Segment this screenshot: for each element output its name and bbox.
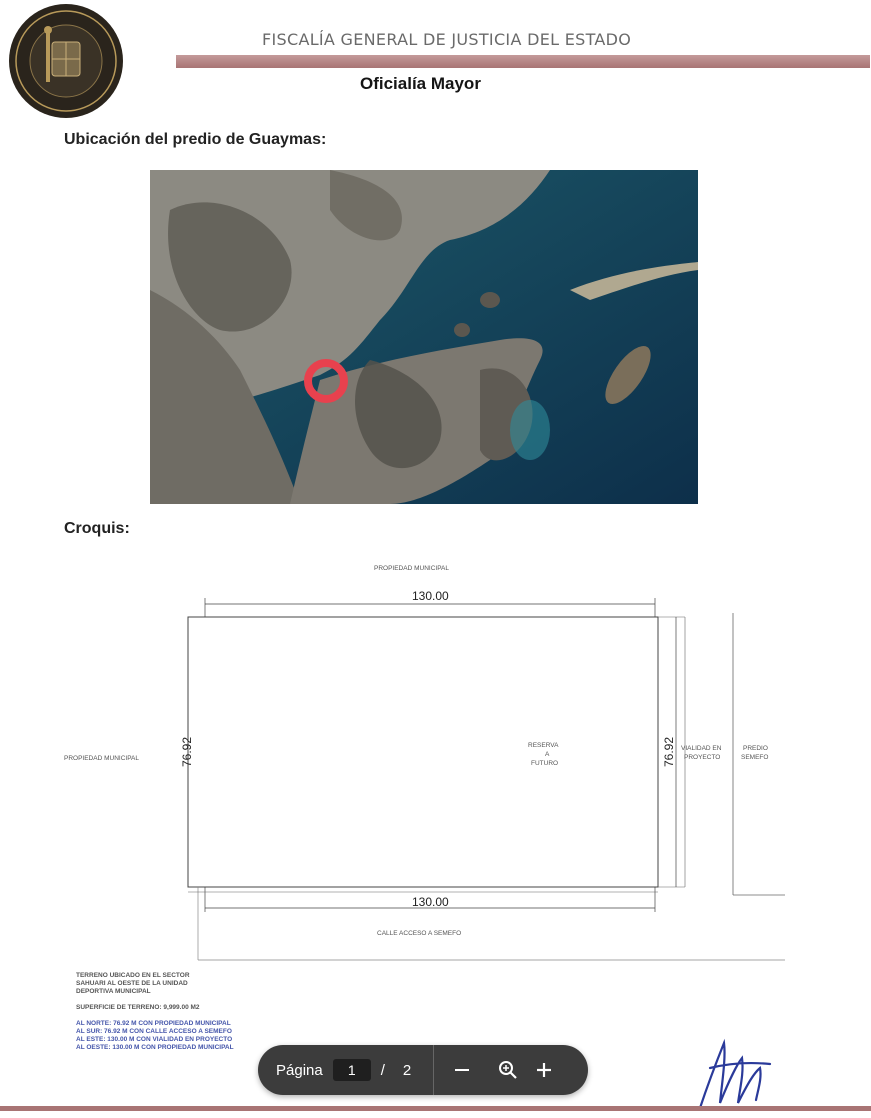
lot-notes [76,972,276,1052]
zoom-out-button[interactable] [444,1052,480,1088]
pdf-viewer-toolbar [258,1045,588,1095]
institution-title: FISCALÍA GENERAL DE JUSTICIA DEL ESTADO [262,30,632,49]
bottom-neighbor-label: CALLE ACCESO A SEMEFO [377,930,462,937]
right-dimension-label: 76.92 [662,736,676,767]
lot-description: TERRENO UBICADO EN EL SECTOR SAHUARI AL OESTE DE LA UNIDAD DEPORTIVA MUNICIPAL [76,972,190,995]
zoom-fit-button[interactable] [490,1052,526,1088]
magnifier-icon [497,1059,519,1081]
reserve-label-1: RESERVA [528,742,559,749]
page-label: Página [276,1061,323,1079]
current-page-input[interactable]: 1 [333,1059,371,1081]
far-right-label-1: PREDIO [743,745,768,752]
zoom-in-button[interactable] [526,1052,562,1088]
department-title: Oficialía Mayor [360,74,481,93]
bottom-dimension-label: 130.00 [412,895,449,909]
page-separator: / [380,1061,385,1079]
left-neighbor-label: PROPIEDAD MUNICIPAL [64,755,140,762]
satellite-map-image [150,170,698,504]
header-bar [176,55,870,68]
location-section-title: Ubicación del predio de Guaymas: [64,131,327,148]
right-neighbor-label-2: PROYECTO [684,754,721,761]
left-dimension-label: 76.92 [180,736,194,767]
plus-icon [534,1060,554,1080]
reserve-label-3: FUTURO [531,760,559,767]
far-right-label-2: SEMEFO [741,754,769,761]
minus-icon [452,1060,472,1080]
lot-surface: SUPERFICIE DE TERRENO: 9,999.00 M2 [76,1004,200,1011]
total-pages: 2 [402,1061,412,1079]
top-dimension-label: 130.00 [412,589,449,603]
state-seal-logo [6,2,126,120]
handwritten-signature [690,1028,780,1113]
reserve-label-2: A [545,751,550,758]
top-neighbor-label: PROPIEDAD MUNICIPAL [374,565,450,572]
right-neighbor-label-1: VIALIDAD EN [681,745,722,752]
lot-limits: AL NORTE: 76.92 M CON PROPIEDAD MUNICIPAL AL SUR: 76.92 M CON CALLE ACCESO A SEMEFO AL ESTE: 130.00 M CON VIALIDAD EN PROYECTO AL OESTE: 130.00 M CON PROPIEDAD MUNICIPAL [76,1020,234,1051]
sketch-section-title: Croquis: [64,520,130,537]
toolbar-divider [433,1045,434,1095]
footer-bar [0,1106,871,1111]
